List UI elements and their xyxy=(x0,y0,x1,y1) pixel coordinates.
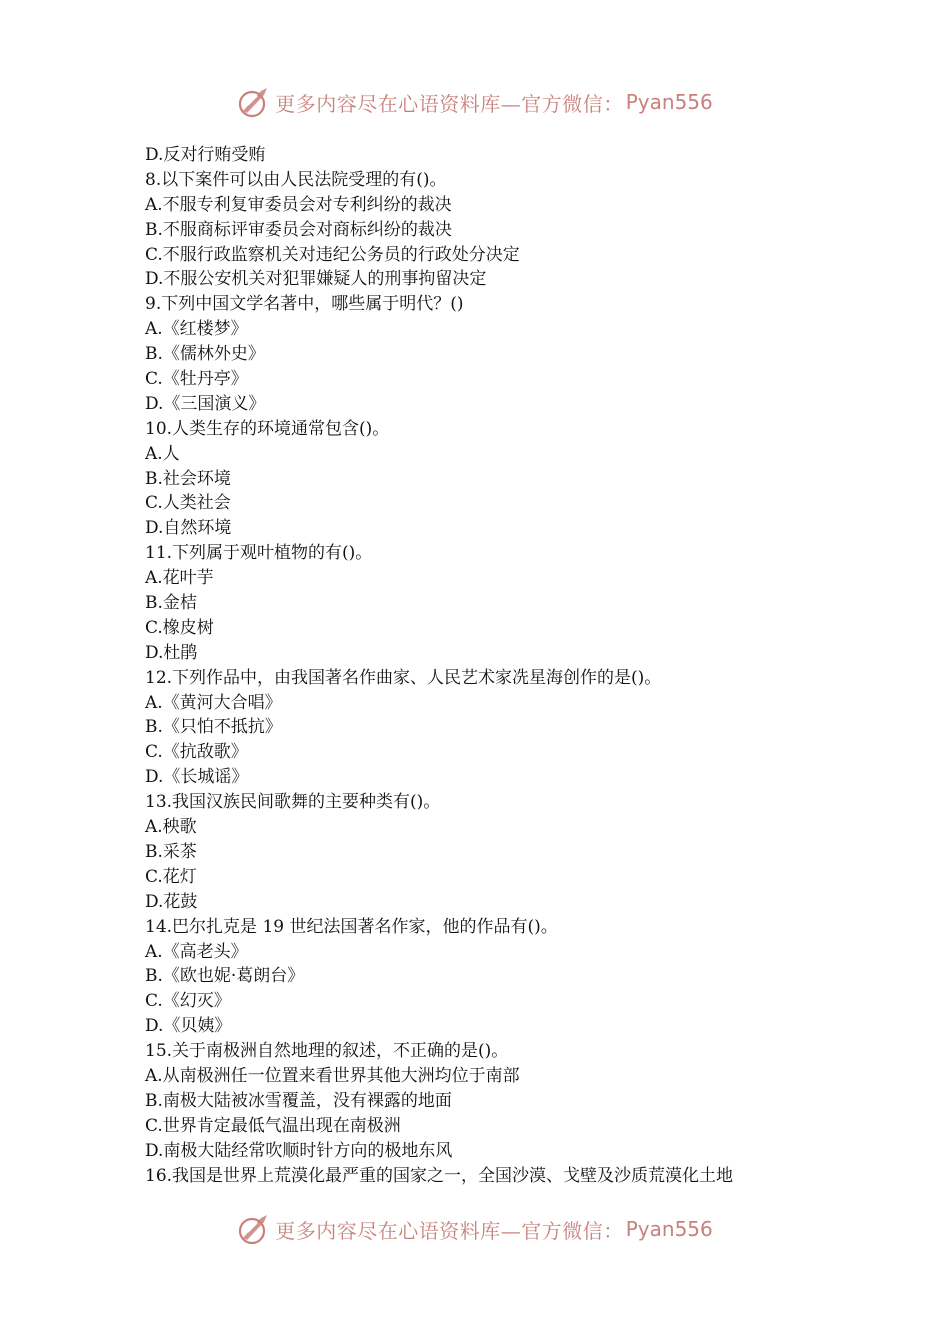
watermark-text: 更多内容尽在心语资料库—官方微信： xyxy=(275,1218,624,1243)
option-line: B.《儒林外史》 xyxy=(145,344,265,365)
watermark-id: Pyan556 xyxy=(625,1217,713,1241)
watermark-text: 更多内容尽在心语资料库—官方微信： xyxy=(275,91,624,116)
question-line: 12.下列作品中，由我国著名作曲家、人民艺术家冼星海创作的是()。 xyxy=(145,667,662,688)
option-line: C.世界肯定最低气温出现在南极洲 xyxy=(145,1115,401,1136)
option-line: A.从南极洲任一位置来看世界其他大洲均位于南部 xyxy=(145,1065,520,1086)
watermark-footer xyxy=(0,1209,950,1249)
option-line: D.花鼓 xyxy=(145,891,198,912)
option-line: B.《只怕不抵抗》 xyxy=(145,717,282,738)
option-line: A.秧歌 xyxy=(145,817,197,838)
quill-logo-icon xyxy=(237,85,271,119)
option-line: A.不服专利复审委员会对专利纠纷的裁决 xyxy=(145,194,452,215)
option-line: B.南极大陆被冰雪覆盖，没有裸露的地面 xyxy=(145,1090,452,1111)
option-line: A.《黄河大合唱》 xyxy=(145,692,282,713)
option-line: D.反对行贿受贿 xyxy=(145,145,266,165)
option-line: D.杜鹃 xyxy=(145,642,198,663)
option-line: D.《三国演义》 xyxy=(145,393,266,414)
question-line: 9.下列中国文学名著中，哪些属于明代？() xyxy=(145,294,464,315)
question-line: 13.我国汉族民间歌舞的主要种类有()。 xyxy=(145,792,441,813)
option-line: C.《抗敌歌》 xyxy=(145,742,248,763)
quill-logo-icon xyxy=(237,1212,271,1246)
option-line: D.自然环境 xyxy=(145,518,232,539)
option-line: C.《幻灭》 xyxy=(145,991,231,1012)
option-line: B.采茶 xyxy=(145,841,197,862)
question-line: 16.我国是世界上荒漠化最严重的国家之一，全国沙漠、戈壁及沙质荒漠化土地 xyxy=(145,1165,734,1186)
question-line: 8.以下案件可以由人民法院受理的有()。 xyxy=(145,169,447,190)
option-line: D.南极大陆经常吹顺时针方向的极地东风 xyxy=(145,1140,453,1161)
question-line: 15.关于南极洲自然地理的叙述，不正确的是()。 xyxy=(145,1041,509,1062)
option-line: A.《红楼梦》 xyxy=(145,319,248,340)
option-line: C.《牡丹亭》 xyxy=(145,369,248,390)
option-line: C.橡皮树 xyxy=(145,617,214,638)
option-line: B.不服商标评审委员会对商标纠纷的裁决 xyxy=(145,219,452,240)
watermark-id: Pyan556 xyxy=(625,90,713,114)
option-line: D.《长城谣》 xyxy=(145,767,249,788)
option-line: C.花灯 xyxy=(145,866,197,887)
option-line: B.《欧也妮·葛朗台》 xyxy=(145,966,305,987)
option-line: C.人类社会 xyxy=(145,493,231,514)
question-line: 10.人类生存的环境通常包含()。 xyxy=(145,418,390,439)
option-line: C.不服行政监察机关对违纪公务员的行政处分决定 xyxy=(145,244,520,265)
question-line: 14.巴尔扎克是 19 世纪法国著名作家，他的作品有()。 xyxy=(145,916,558,937)
option-line: D.不服公安机关对犯罪嫌疑人的刑事拘留决定 xyxy=(145,269,487,290)
option-line: A.人 xyxy=(145,443,180,464)
option-line: B.社会环境 xyxy=(145,468,231,489)
option-line: D.《贝姨》 xyxy=(145,1016,232,1037)
option-line: B.金桔 xyxy=(145,593,197,614)
question-line: 11.下列属于观叶植物的有()。 xyxy=(145,543,373,564)
question-text-body xyxy=(145,143,845,1188)
option-line: A.花叶芋 xyxy=(145,568,214,589)
watermark-header xyxy=(0,82,950,122)
option-line: A.《高老头》 xyxy=(145,941,248,962)
